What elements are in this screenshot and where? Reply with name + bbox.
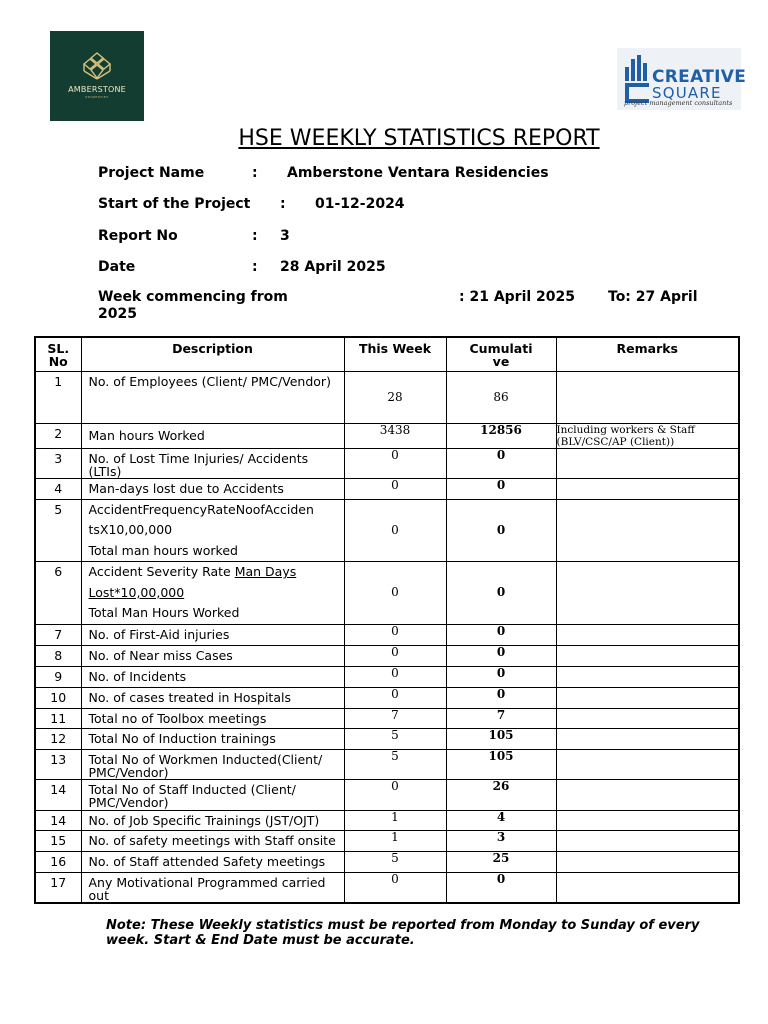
project-name-label: Project Name — [98, 165, 205, 181]
row-desc-line: AccidentFrequencyRateNoofAcciden — [88, 501, 314, 517]
row-remarks: Including workers & Staff (BLV/CSC/AP (Client)) — [556, 423, 739, 448]
row-cumulative: 0 — [446, 872, 556, 903]
row-cumulative: 3 — [446, 830, 556, 851]
row-desc-line — [89, 562, 344, 583]
row-cumulative: 0 — [446, 645, 556, 666]
statistics-table — [34, 336, 740, 904]
row-cumulative: 4 — [446, 810, 556, 830]
row-no: 17 — [35, 872, 81, 903]
table-row — [35, 499, 739, 562]
row-remarks — [556, 687, 739, 708]
row-desc: Total No of Workmen Inducted(Client/ PMC/Vendor) — [81, 749, 344, 779]
row-this-week: 28 — [344, 371, 446, 423]
row-desc: Total no of Toolbox meetings — [81, 708, 344, 728]
table-row — [35, 624, 739, 645]
row-remarks — [556, 728, 739, 749]
row-no: 6 — [35, 562, 81, 625]
row-cumulative: 105 — [446, 749, 556, 779]
row-desc: No. of Incidents — [81, 666, 344, 687]
row-desc: No. of Employees (Client/ PMC/Vendor) — [81, 371, 344, 423]
row-remarks — [556, 666, 739, 687]
report-no-colon: : — [252, 228, 258, 244]
row-desc-line: Lost*10,00,000 — [88, 584, 185, 600]
row-desc — [81, 562, 344, 625]
project-name-value: Amberstone Ventara Residencies — [287, 165, 549, 181]
row-this-week: 0 — [344, 666, 446, 687]
row-no: 12 — [35, 728, 81, 749]
tagline-text: project management consultants — [624, 99, 733, 107]
amberstone-sub-text: PROPERTIES — [85, 95, 109, 99]
header-remarks: Remarks — [556, 337, 739, 371]
project-name-colon: : — [252, 165, 258, 181]
row-this-week: 0 — [344, 448, 446, 478]
amberstone-emblem-icon — [82, 51, 112, 81]
row-no: 9 — [35, 666, 81, 687]
row-no: 8 — [35, 645, 81, 666]
row-this-week: 5 — [344, 749, 446, 779]
row-no: 4 — [35, 478, 81, 499]
row-remarks — [556, 645, 739, 666]
table-row — [35, 423, 739, 448]
row-no: 10 — [35, 687, 81, 708]
table-row — [35, 830, 739, 851]
row-this-week: 5 — [344, 728, 446, 749]
row-no: 3 — [35, 448, 81, 478]
header-this-week: This Week — [344, 337, 446, 371]
row-no: 15 — [35, 830, 81, 851]
row-remarks — [556, 749, 739, 779]
row-desc: Total No of Induction trainings — [81, 728, 344, 749]
row-no: 2 — [35, 423, 81, 448]
row-desc: No. of Lost Time Injuries/ Accidents (LTIs) — [81, 448, 344, 478]
row-cumulative: 105 — [446, 728, 556, 749]
row-this-week: 0 — [344, 499, 446, 562]
row-desc — [81, 499, 344, 562]
row-remarks — [556, 872, 739, 903]
table-row — [35, 810, 739, 830]
row-this-week: 0 — [344, 478, 446, 499]
row-no: 11 — [35, 708, 81, 728]
report-title: HSE WEEKLY STATISTICS REPORT — [238, 126, 600, 151]
row-desc: Total No of Staff Inducted (Client/ PMC/Vendor) — [81, 779, 344, 810]
table-row — [35, 779, 739, 810]
row-desc-part: Accident Severity Rate — [88, 564, 235, 579]
week-label: Week commencing from — [98, 289, 288, 305]
table-row — [35, 728, 739, 749]
row-this-week: 0 — [344, 687, 446, 708]
row-desc-part: Man Days — [234, 564, 297, 579]
row-this-week: 1 — [344, 830, 446, 851]
row-no: 14 — [35, 779, 81, 810]
row-cumulative: 25 — [446, 851, 556, 872]
start-label: Start of the Project — [98, 196, 251, 212]
table-row — [35, 645, 739, 666]
row-desc: No. of Job Specific Trainings (JST/OJT) — [81, 810, 344, 830]
row-remarks — [556, 478, 739, 499]
row-no: 1 — [35, 371, 81, 423]
row-cumulative: 0 — [446, 448, 556, 478]
row-cumulative: 0 — [446, 478, 556, 499]
amberstone-logo — [50, 31, 144, 121]
row-remarks — [556, 562, 739, 625]
row-remarks — [556, 810, 739, 830]
report-no-value: 3 — [280, 228, 290, 244]
table-row — [35, 478, 739, 499]
row-remarks — [556, 499, 739, 562]
week-to-value: To: 27 April — [608, 289, 698, 305]
report-no-label: Report No — [98, 228, 178, 244]
table-header-row — [35, 337, 739, 371]
row-this-week: 3438 — [344, 423, 446, 448]
week-from-value: : 21 April 2025 — [459, 289, 576, 305]
row-no: 16 — [35, 851, 81, 872]
row-desc: Man hours Worked — [81, 423, 344, 448]
row-no: 7 — [35, 624, 81, 645]
header-cumulative: Cumulati ve — [446, 337, 556, 371]
row-desc-line: Total man hours worked — [88, 542, 238, 558]
row-this-week: 7 — [344, 708, 446, 728]
table-row — [35, 371, 739, 423]
header-description: Description — [81, 337, 344, 371]
row-cumulative: 0 — [446, 562, 556, 625]
row-remarks — [556, 371, 739, 423]
row-cumulative: 0 — [446, 666, 556, 687]
row-desc-line: tsX10,00,000 — [88, 522, 173, 537]
table-row — [35, 448, 739, 478]
row-this-week: 5 — [344, 851, 446, 872]
row-cumulative: 7 — [446, 708, 556, 728]
creative-text: CREATIVE — [652, 67, 747, 87]
table-row — [35, 666, 739, 687]
row-remarks — [556, 851, 739, 872]
amberstone-brand-text: AMBERSTONE — [68, 85, 126, 94]
row-desc: No. of cases treated in Hospitals — [81, 687, 344, 708]
row-this-week: 1 — [344, 810, 446, 830]
date-value: 28 April 2025 — [280, 259, 386, 275]
row-cumulative: 12856 — [446, 423, 556, 448]
row-no: 13 — [35, 749, 81, 779]
row-desc: Man-days lost due to Accidents — [81, 478, 344, 499]
row-remarks — [556, 708, 739, 728]
row-remarks — [556, 830, 739, 851]
date-colon: : — [252, 259, 258, 275]
row-this-week: 0 — [344, 562, 446, 625]
row-desc: No. of Staff attended Safety meetings — [81, 851, 344, 872]
row-no: 5 — [35, 499, 81, 562]
start-colon: : — [280, 196, 286, 212]
row-desc: Any Motivational Programmed carried out — [81, 872, 344, 903]
row-desc: No. of safety meetings with Staff onsite — [81, 830, 344, 851]
row-remarks — [556, 624, 739, 645]
table-row — [35, 687, 739, 708]
row-this-week: 0 — [344, 645, 446, 666]
table-row — [35, 562, 739, 625]
creative-square-logo — [617, 48, 747, 110]
row-desc: No. of First-Aid injuries — [81, 624, 344, 645]
row-desc: No. of Near miss Cases — [81, 645, 344, 666]
square-text: SQUARE — [652, 84, 722, 102]
row-cumulative: 0 — [446, 624, 556, 645]
row-this-week: 0 — [344, 624, 446, 645]
row-remarks — [556, 448, 739, 478]
table-row — [35, 708, 739, 728]
row-cumulative: 86 — [446, 371, 556, 423]
row-remarks — [556, 779, 739, 810]
table-row — [35, 749, 739, 779]
row-this-week: 0 — [344, 779, 446, 810]
row-cumulative: 0 — [446, 687, 556, 708]
week-year-value: 2025 — [98, 306, 137, 322]
start-value: 01-12-2024 — [315, 196, 405, 212]
row-cumulative: 26 — [446, 779, 556, 810]
date-label: Date — [98, 259, 136, 275]
row-cumulative: 0 — [446, 499, 556, 562]
creative-square-bars-icon — [623, 53, 653, 105]
row-no: 14 — [35, 810, 81, 830]
footer-note: Note: These Weekly statistics must be reported from Monday to Sunday of every week. Start & End Date must be accurate. — [106, 918, 700, 948]
header-sl-no: SL. No — [35, 337, 81, 371]
table-row — [35, 872, 739, 903]
row-this-week: 0 — [344, 872, 446, 903]
row-desc-line: Total Man Hours Worked — [88, 605, 240, 620]
table-row — [35, 851, 739, 872]
